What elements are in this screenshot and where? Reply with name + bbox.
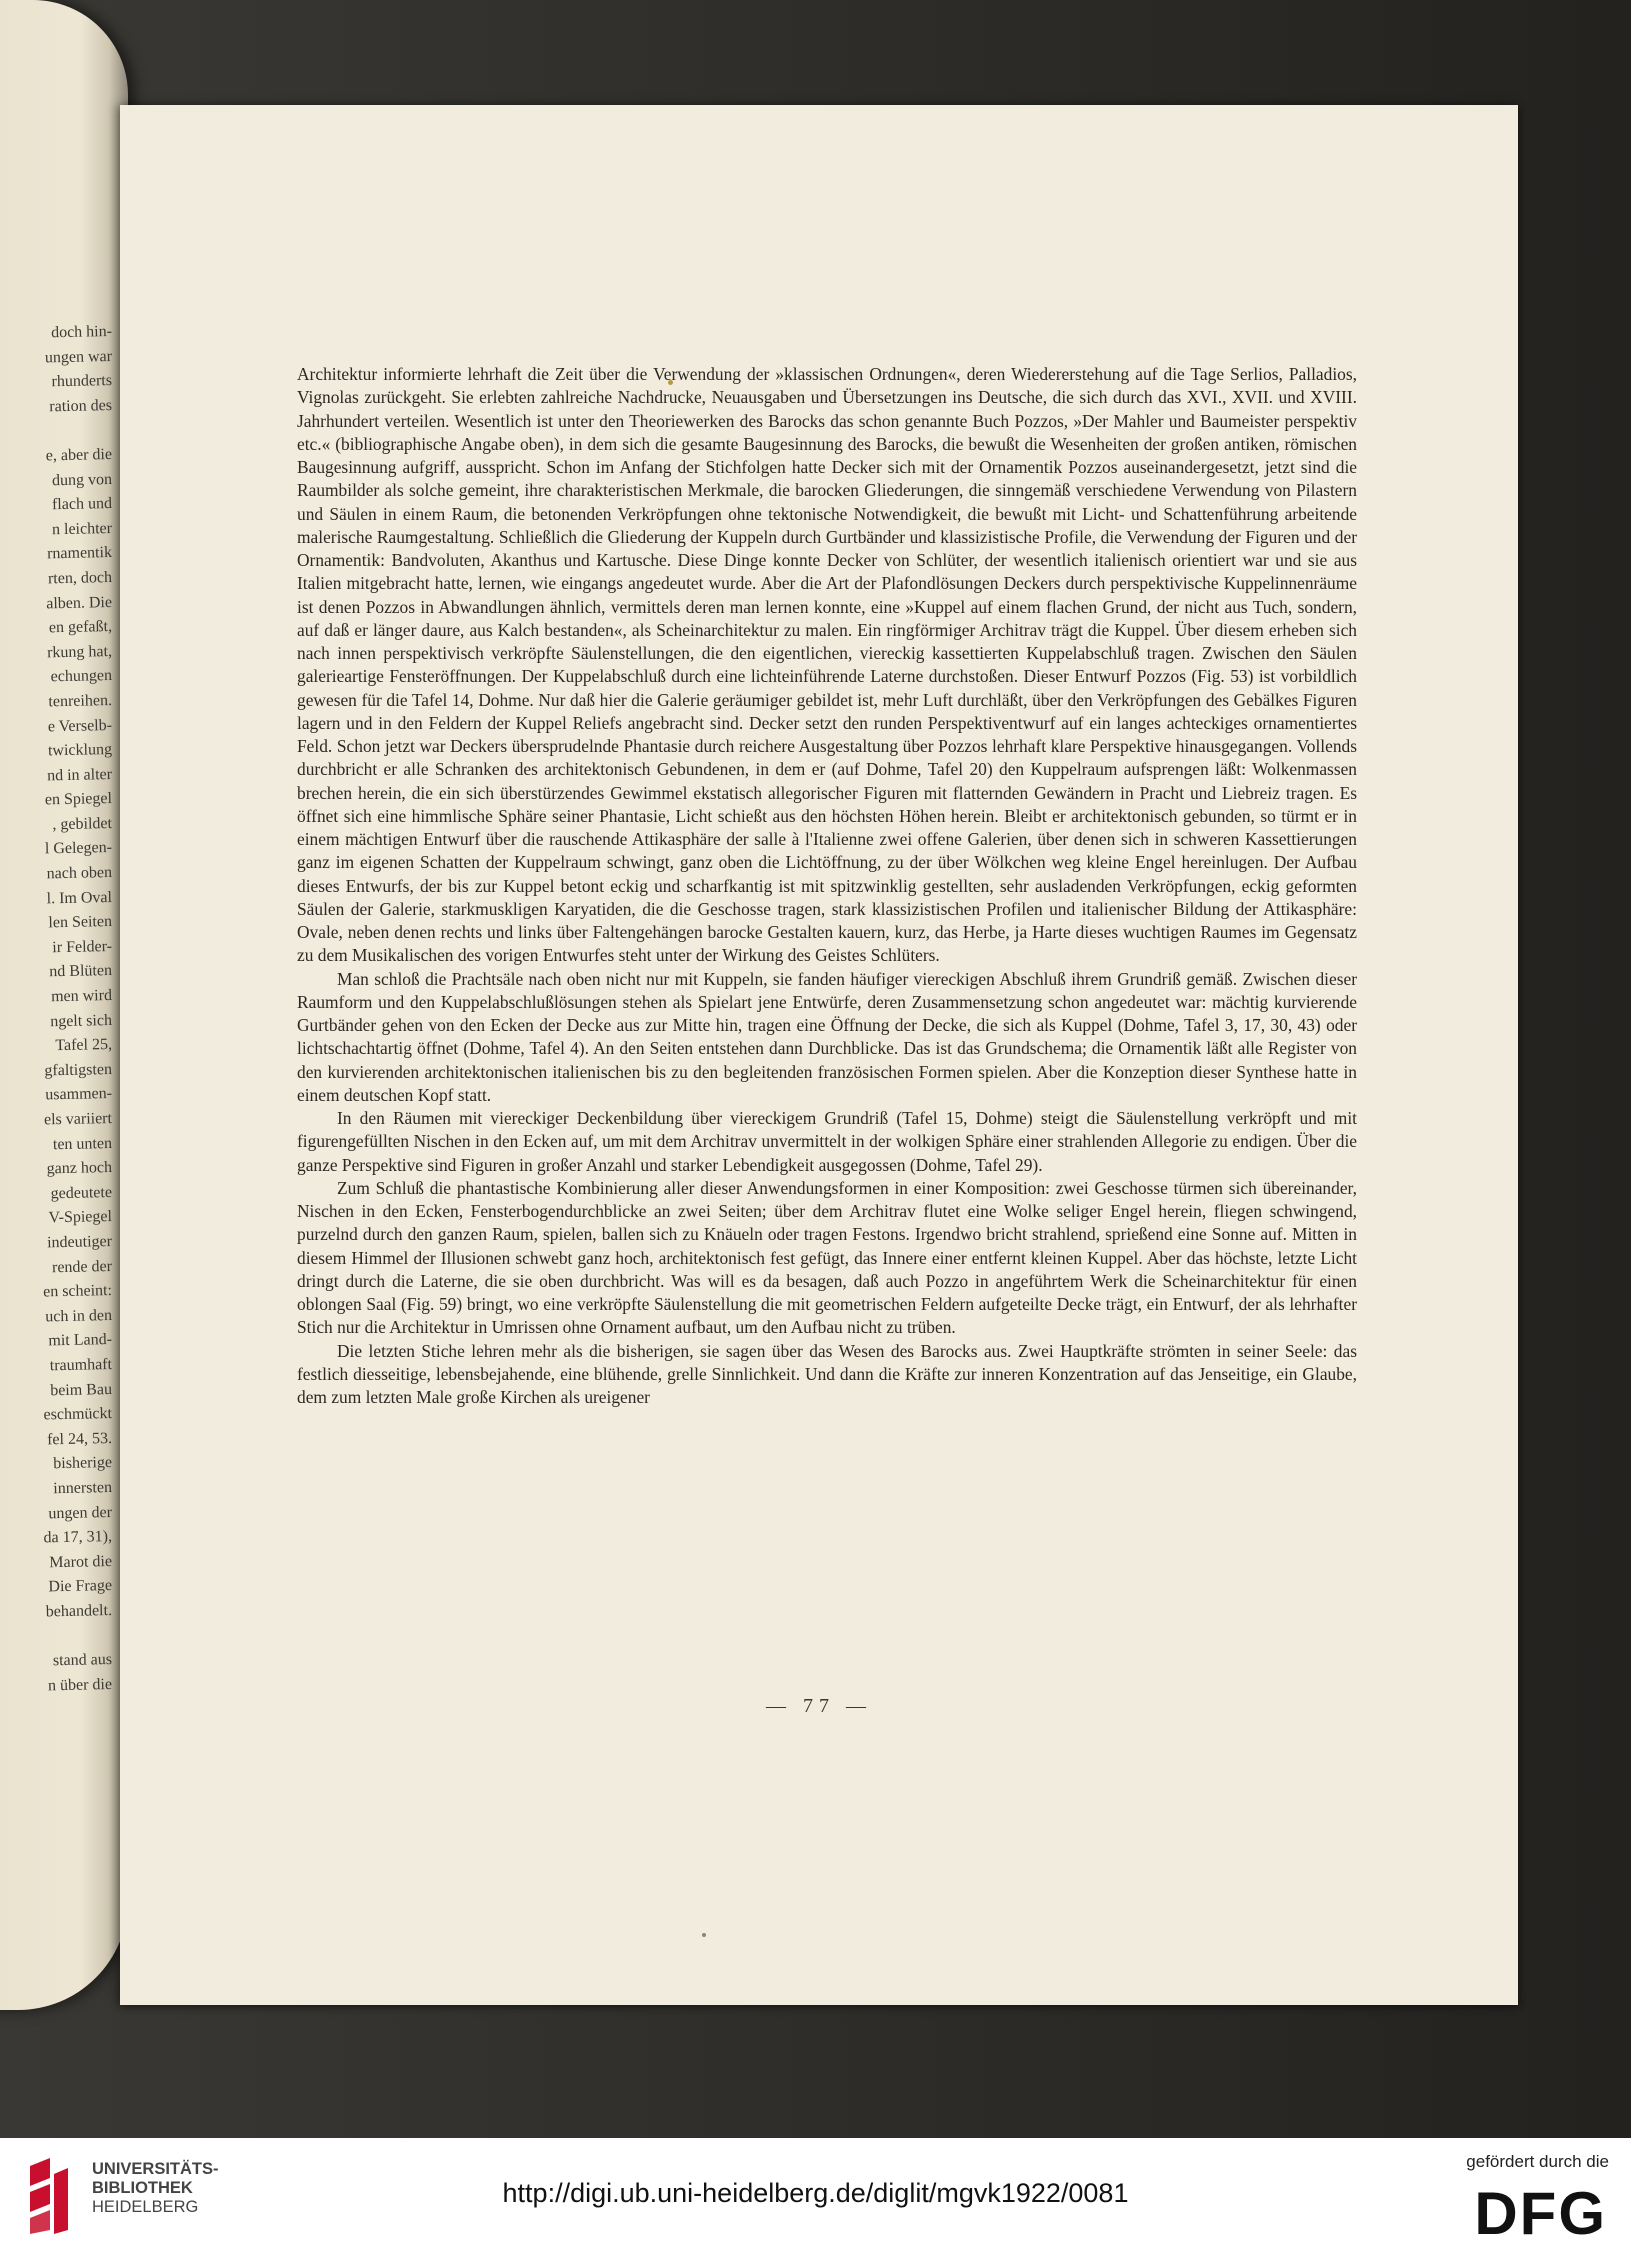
main-page [120,105,1518,2005]
paragraph: Zum Schluß die phantastische Kombinierung aller dieser Anwendungsformen in einer Komposition: zwei Geschosse türmen sich übereinander, Nischen in den Ecken, Fensterbogendurchblicke an zwei Seiten; über dem Architrav flutet eine Wolke seliger Engel herein, fliegen schwingend, purzelnd durch den ganzen Raum, spielen, ballen sich zu Knäueln oder tragen Festons. Irgendwo bricht strahlend, sprießend eine Sonne auf. Mitten in diesem Himmel der Illusionen schwebt ganz hoch, architektonisch fest gefügt, das Innere einer entfernt kleinen Kuppel. Aber das höchste, letzte Licht dringt durch die Laterne, die sie oben durchbricht. Was will es da besagen, daß auch Pozzo in angeführtem Werk die Scheinarchitektur für einen oblongen Saal (Fig. 59) bringt, wo eine verkröpfte Säulenstellung die mit geometrischen Feldern aufgeteilte Decke trägt, ein Entwurf, der als lehrhafter Stich nur die Architektur in Umrissen ohne Ornament aufbaut, um den Aufbau nicht zu trüben. [297,1177,1357,1338]
facing-page-line: dung von [51,470,113,489]
facing-page-line: eschmückt [43,1405,113,1424]
facing-page-line: gedeutete [50,1183,113,1203]
facing-page-line: stand aus [52,1651,113,1670]
facing-page-line: mit Land- [48,1331,113,1350]
paragraph: Man schloß die Prachtsäle nach oben nicht nur mit Kuppeln, sie fanden häufiger viereckigen Abschluß ihrem Grundriß gemäß. Zwischen dieser Raumform und den Kuppelabschlußlösungen stehen als Spielart jene Entwürfe, deren Zusammensetzung schon angedeutet war: mächtig kurvierende Gurtbänder gehen von den Ecken der Decke aus zur Mitte hin, tragen eine Öffnung der Decke, die sich als Kuppel (Dohme, Tafel 3, 17, 30, 43) oder lichtschachtartig öffnet (Dohme, Tafel 4). An den Seiten entstehen dann Durchblicke. Das ist das Grundschema; die Ornamentik läßt alle Register von den kurvierenden architektonischen italienischen bis zu den begleitenden französischen Formen spielen. Aber die Konzeption dieser Synthese hatte in einem deutschen Kopf statt. [297,968,1357,1105]
facing-page-line: ir Felder- [52,937,113,957]
facing-page-line: rende der [51,1257,113,1276]
facing-page-line: rhunderts [51,372,113,391]
facing-page-line: ration des [49,396,113,416]
facing-page-line: n leichter [51,519,113,539]
facing-page-line: indeutiger [46,1232,113,1252]
library-name-line: UNIVERSITÄTS- [92,2160,219,2178]
facing-page-line: len Seiten [48,913,113,932]
paragraph: In den Räumen mit viereckiger Deckenbildung über viereckigem Grundriß (Tafel 15, Dohme) steigt die Säulenstellung verkröpft und mit figurengefüllten Nischen in den Ecken auf, um mit dem Architrav unvermittelt in der wolkigen Sphäre einer strahlenden Allegorie zu endigen. Über die ganze Perspektive sind Figuren in großer Anzahl und starker Lebendigkeit ausgegossen (Dohme, Tafel 29). [297,1108,1357,1175]
facing-page-line: l. Im Oval [46,888,113,908]
facing-page-text [0,320,112,1697]
facing-page-line: ten unten [52,1134,113,1153]
facing-page-line: nd in alter [46,765,113,785]
body-text [297,363,1357,1409]
page-number: — 77 — [766,1695,872,1717]
facing-page-line: Marot die [49,1552,113,1571]
facing-page-line: en gefaßt, [48,618,113,637]
facing-page-line: ungen war [44,347,113,366]
facing-page-line: tenreihen. [48,691,113,711]
facing-page-line: behandelt. [45,1601,113,1621]
facing-page-line: n über die [47,1675,113,1694]
facing-page-line: e Verselb- [47,716,113,735]
speck-mark [702,1933,706,1937]
facing-page-line: Tafel 25, [55,1036,113,1055]
facing-page-line: flach und [51,495,113,514]
facing-page-line: alben. Die [46,593,113,612]
facing-page-line: gfaltigsten [44,1060,113,1080]
library-name-line: HEIDELBERG [92,2198,199,2216]
facing-page-line: nach oben [46,864,113,883]
permalink-url[interactable]: http://digi.ub.uni-heidelberg.de/diglit/mgvk1922/0081 [502,2178,1129,2208]
facing-page-line: uch in den [45,1306,113,1326]
facing-page-line: echungen [50,667,113,686]
facing-page-line: ganz hoch [46,1159,113,1178]
facing-page-line: e, aber die [45,445,113,465]
facing-page-line: innersten [53,1478,113,1498]
facing-page-line: fel 24, 53. [46,1429,113,1449]
dfg-logo: DFG [1474,2180,1607,2247]
facing-page-line: doch hin- [50,323,113,342]
facing-page-line: ngelt sich [50,1011,113,1030]
facing-page-line: els variiert [43,1110,113,1129]
facing-page-line: da 17, 31), [43,1528,113,1547]
facing-page-line: rkung hat, [46,642,113,662]
facing-page-line: nd Blüten [49,962,113,981]
facing-page-line: beim Bau [50,1380,113,1399]
facing-page-line: ungen der [48,1503,113,1522]
facing-page-line: rnamentik [46,544,113,563]
facing-page-line [0,1623,112,1650]
facing-page-line: , gebildet [52,814,113,834]
library-name-line: BIBLIOTHEK [92,2179,193,2197]
sponsor-label: gefördert durch die [1466,2152,1609,2171]
facing-page-line: usammen- [45,1085,113,1104]
paragraph: Die letzten Stiche lehren mehr als die bisherigen, sie sagen über das Wesen des Barocks aus. Zwei Hauptkräfte strömten in seiner Seele: das festlich diesseitige, lebensbejahende, eine blühende, grelle Sinnlichkeit. Und dann die Kräfte zur inneren Konzentration auf das Jenseitige, ein Glaube, dem zum letzten Male große Kirchen als ureigener [297,1340,1357,1407]
viewer-footer [0,2138,1631,2253]
facing-page-line: l Gelegen- [44,839,113,858]
paragraph: Architektur informierte lehrhaft die Zeit über die Verwendung der »klassischen Ordnungen«, deren Wiedererstehung auf die Tage Serlios, Palladios, Vignolas zurückgeht. Sie erlebten zahlreiche Nachdrucke, Neuausgaben und Übersetzungen ins Deutsche, die sich durch das XVI., XVII. und XVIII. Jahrhundert verteilen. Wesentlich ist unter den Theoriewerken des Barocks das schon genannte Buch Pozzos, »Der Mahler und Baumeister perspektiv etc.« (bibliographische Angabe oben), in dem sich die gesamte Baugesinnung des Barocks, die bewußt die Wesenheiten der großen antiken, römischen Baugesinnung aufgriff, ausspricht. Schon im Anfang der Stichfolgen hatte Decker sich mit der Ornamentik Pozzos auseinandergesetzt, jetzt sind die Raumbilder als solche gemeint, ihre charakteristischen Merkmale, die barocken Gliederungen, die sinngemäß verschiedene Verwendung von Pilastern und Säulen in einem Raum, die betonenden Verkröpfungen ohne tektonische Notwendigkeit, die bewußt mit Licht- und Schattenführung arbeitende malerische Raumgestaltung. Schließlich die Gliederung der Kuppeln durch Gurtbänder und klassizistische Profile, die Verwendung der Figuren und der Ornamentik: Bandvoluten, Akanthus und Kartusche. Diese Dinge konnte Decker von Schlüter, der wesentlich italienisch orientiert war und sie aus Italien mitgebracht hatte, lernen, wie eingangs angedeutet wurde. Aber die Art der Plafondlösungen Deckers durch perspektivische Kuppelinnenräume ist denen Pozzos in Abwandlungen ähnlich, vermittels deren man lernen konnte, eine »Kuppel auf einem flachen Grund, der nicht aus Tuch, sondern, auf daß er länger daure, aus Kalch bestanden«, als Scheinarchitektur zu malen. Ein ringförmiger Architrav trägt die Kuppel. Über diesem erheben sich nach innen perspektivisch verkröpfte Säulenstellungen, die den eigentlichen, viereckig kassettierten Kuppelabschluß tragen. Zwischen den Säulen galerieartige Fensteröffnungen. Der Kuppelabschluß durch eine lichteinführende Laterne durchstoßen. Dieser Entwurf Pozzos (Fig. 53) ist vorbildlich gewesen für die Tafel 14, Dohme. Nur daß hier die Galerie geräumiger gebildet ist, mehr Luft durchläßt, über den Verkröpfungen des Gebälkes Figuren lagern und in den Feldern der Kuppel Reliefs angebracht sind. Decker setzt den runden Perspektiventwurf auf ein langes achteckiges ornamentiertes Feld. Schon jetzt war Deckers übersprudelnde Phantasie durch reichere Ausgestaltung über Pozzos lehrhaft klare Perspektive hinausgegangen. Vollends durchbricht er alle Schranken des architektonisch Gebundenen, in dem er (auf Dohme, Tafel 20) den Kuppelraum aufsprengen läßt: Wolkenmassen brechen herein, die ein sich überstürzendes Gewimmel ekstatisch allegorischer Figuren mit flatternden Gewändern in Pracht und Liebreiz tragen. Es öffnet sich eine himmlische Sphäre seiner Phantasie, Licht schießt aus den höchsten Höhen herein. Bleibt er architektonisch gebunden, so türmt er in einem mächtigen Entwurf über die rauschende Attikasphäre der salle à l'Italienne zwei offene Galerien, über denen sich in schweren Kassettierungen ganz im eigenen Schatten der Kuppelraum schwingt, ganz oben die Lichtöffnung, zu der über Wölkchen weg kleine Engel hereinlugen. Der Aufbau dieses Entwurfs, der bis zur Kuppel betont eckig und scharfkantig ist mit spitzwinklig gestellten, sehr ausladenden Verkröpfungen, eckig geformten Säulen der Galerie, starkmuskligen Karyatiden, die die Geschosse tragen, stark klassizistischen Profilen und italienischer Bildung der Attikasphäre: Ovale, neben denen rechts und links über Faltengehängen barocke Gestalten kauern, kurz, das Herbe, ja Harte dieses wuchtigen Raumes im Gegensatz zu dem Musikalischen des vorigen Entwurfes steht unter der Wirkung des Geistes Schlüters. [297,364,1357,966]
facing-page-line: en scheint: [42,1282,113,1301]
facing-page-line: men wird [50,987,113,1006]
facing-page-line: traumhaft [49,1355,113,1375]
facing-page-line: en Spiegel [44,790,113,809]
facing-page-line: twicklung [47,741,113,760]
facing-page-line: rten, doch [47,568,113,588]
facing-page-line: V-Spiegel [48,1208,113,1227]
facing-page-line: Die Frage [48,1577,113,1596]
facing-page-line: bisherige [53,1454,113,1473]
facing-page-line [0,418,112,445]
facing-page [0,0,128,2010]
